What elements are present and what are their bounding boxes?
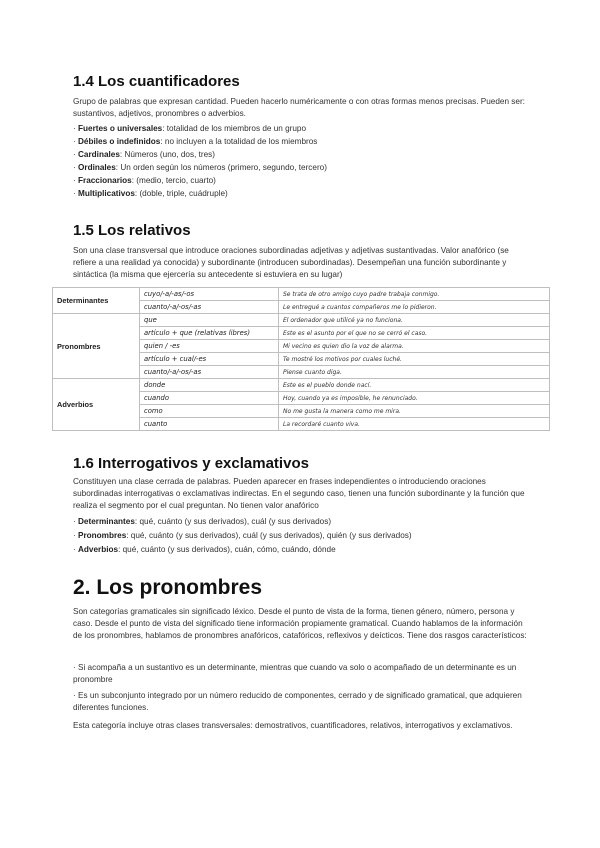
table-row [53,314,550,327]
pronombres-paragraph: Esta categoría incluye otras clases transversales: demostrativos, cuantificadores, relativos, interrogativos y exclamativos. [73,721,513,730]
list-item: · Pronombres: qué, cuánto (y sus derivados), cuál (y sus derivados), quién (y sus derivados) [73,531,412,540]
table-cell-example: Hoy, cuando ya es imposible, he renunciado. [279,392,550,405]
table-cell-form: cuanto [140,418,279,431]
pronombres-paragraph: Son categorías gramaticales sin significado léxico. Desde el punto de vista de la forma, tienen género, número, persona y caso. Desde el punto de vista del significado tiene información propiamente gramatical. Cuando hablamos de la información de los pronombres, hablamos de pronombres anafóricos, catafóricos, reflexivos y deícticos. Tiene dos rasgos característicos: [73,607,527,641]
row-header-adverbios: Adverbios [53,379,140,431]
relativos-table [52,287,550,431]
table-cell-example: Te mostré los motivos por cuales luché. [279,353,550,366]
table-cell-form: donde [140,379,279,392]
table-row [53,379,550,392]
table-cell-form: cuyo/-a/-as/-os [140,288,279,301]
relativos-intro: Son una clase transversal que introduce oraciones subordinadas adjetivas y adjetivas sustantivadas. Valor anafórico (se refiere a una realidad ya conocida) y subordinante (introducen subordinadas). Desempeñan una función subordinante y sintáctica (la misma que ejercería su antecedente si estuviera en su lugar) [73,246,509,280]
list-item: · Cardinales: Números (uno, dos, tres) [73,150,215,159]
table-cell-example: Este es el asunto por el que no se cerró el caso. [279,327,550,340]
table-cell-example: No me gusta la manera como me mira. [279,405,550,418]
table-cell-example: El ordenador que utilicé ya no funciona. [279,314,550,327]
table-cell-form: artículo + cual/-es [140,353,279,366]
cuantificadores-intro: Grupo de palabras que expresan cantidad. Pueden hacerlo numéricamente o con otras formas menos precisas. Pueden ser: sustantivos, adjetivos, pronombres o adverbios. [73,97,525,119]
row-header-determinantes: Determinantes [53,288,140,314]
table-cell-example: Este es el pueblo donde nací. [279,379,550,392]
list-item: · Multiplicativos: (doble, triple, cuádruple) [73,189,228,198]
table-cell-form: artículo + que (relativas libres) [140,327,279,340]
list-item: · Determinantes: qué, cuánto (y sus derivados), cuál (y sus derivados) [73,517,332,526]
pronombres-bullet: · Es un subconjunto integrado por un número reducido de componentes, cerrado y de significado gramatical, que adquieren diferentes funciones. [73,691,522,713]
table-cell-example: Se trata de otro amigo cuyo padre trabaja conmigo. [279,288,550,301]
table-cell-form: cuando [140,392,279,405]
table-cell-form: como [140,405,279,418]
table-row [53,288,550,301]
list-item: · Fraccionarios: (medio, tercio, cuarto) [73,176,216,185]
table-cell-form: quien / -es [140,340,279,353]
interrogativos-intro: Constituyen una clase cerrada de palabras. Pueden aparecer en frases independientes o introduciendo oraciones subordinadas interrogativas o exclamativas indirectas. En el segundo caso, tienen una función subordinante y la función que realiza el segmento por el cual preguntan. No tienen valor anafórico [73,477,525,511]
section-title-relativos: 1.5 Los relativos [73,222,191,239]
list-item: · Fuertes o universales: totalidad de los miembros de un grupo [73,124,307,133]
list-item: · Ordinales: Un orden según los números (primero, segundo, tercero) [73,163,327,172]
row-header-pronombres: Pronombres [53,314,140,379]
table-cell-example: Piense cuanto diga. [279,366,550,379]
list-item: · Débiles o indefinidos: no incluyen a la totalidad de los miembros [73,137,318,146]
table-cell-form: cuanto/-a/-os/-as [140,301,279,314]
table-cell-form: cuanto/-a/-os/-as [140,366,279,379]
table-cell-example: Le entregué a cuantos compañeros me lo pidieron. [279,301,550,314]
table-cell-form: que [140,314,279,327]
pronombres-bullet: · Si acompaña a un sustantivo es un determinante, mientras que cuando va solo o acompañado de un determinante es un pronombre [73,663,517,685]
table-cell-example: Mi vecino es quien dio la voz de alarma. [279,340,550,353]
list-item: · Adverbios: qué, cuánto (y sus derivados), cuán, cómo, cuándo, dónde [73,545,336,554]
table-cell-example: La recordaré cuanto viva. [279,418,550,431]
section-title-interrogativos: 1.6 Interrogativos y exclamativos [73,455,309,472]
section-title-cuantificadores: 1.4 Los cuantificadores [73,73,240,90]
chapter-title-pronombres: 2. Los pronombres [73,576,263,599]
